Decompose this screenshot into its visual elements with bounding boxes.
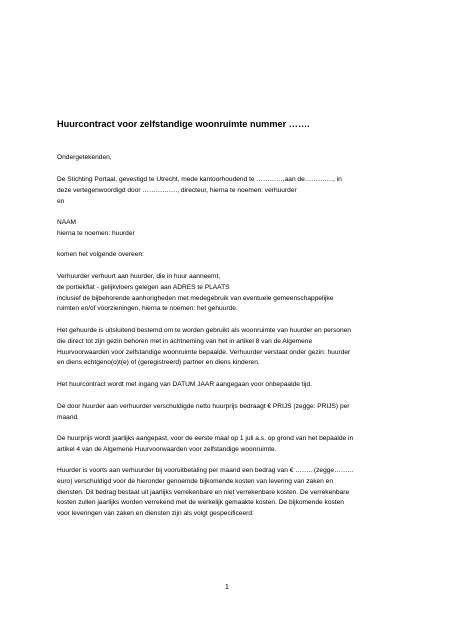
text-line: Het gehuurde is uitsluitend bestemd om te worden gebruikt als woonruimte van huurder en personen [57,327,351,334]
contract-title: Huurcontract voor zelfstandige woonruimte nummer ……. [57,119,310,129]
text-line: Ondergetekenden, [57,154,112,161]
paragraph-overeenkomst [57,250,397,261]
text-line: hierna te noemen: huurder [57,229,135,237]
text-line: De door huurder aan verhuurder verschuldigde netto huurprijs bedraagt € PRIJS (zegge: PRIJS) per [57,403,350,410]
paragraph-huuraanpassing [57,434,397,456]
text-line: voor leveringen van zaken en diensten zijn als volgt gespecificeerd: [57,510,254,518]
paragraph-ondergetekenden [57,153,397,164]
paragraph-voorschot [57,466,397,520]
text-line: Verhuurder verhuurt aan huurder, die in huur aanneemt, [57,273,221,280]
text-line: komen het volgende overeen: [57,251,144,258]
text-line: De huurprijs wordt jaarlijks aangepast, voor de eerste maal op 1 juli a.s. op grond van het bepaalde in [57,435,354,442]
text-line: euro) verschuldigd voor de hieronder genoemde bijkomende kosten van levering van zaken en [57,477,334,485]
paragraph-huurder-intro [57,218,397,240]
text-line: en diens echtgeno(o)t(e) of (geregistreerd) partner en diens kinderen. [57,359,260,367]
paragraph-verhuurder-intro [57,175,397,207]
text-line: inclusief de bijbehorende aanhorigheden met medegebruik van eventuele gemeenschappelijke [57,294,334,302]
text-line: diensten. Dit bedrag bestaat uit jaarlijks verrekenbare en niet verrekenbare kosten. De verrekenbare [57,488,350,496]
text-line: maand. [57,413,79,421]
page-number: 1 [225,584,229,591]
text-line: artikel 4 van de Algemene Huurvoorwaarden voor zelfstandige woonruimte. [57,445,277,453]
text-line: die direct tot zijn gezin behoren met in achtneming van het in artikel 8 van de Algemene [57,337,313,345]
paragraph-verhuur [57,272,397,315]
text-line: Het huurcontract wordt met ingang van DATUM JAAR aangegaan voor onbepaalde tijd. [57,381,312,388]
text-line: Huurder is voorts aan verhuurder bij vooruitbetaling per maand een bedrag van € …….. (zegge……… [57,467,354,474]
text-line: en [57,197,65,205]
text-line: NAAM [57,219,77,226]
paragraph-huurprijs [57,402,397,424]
text-line: ruimten en/of voorzieningen, hierna te noemen: het gehuurde. [57,305,238,313]
text-line: de portiekflat - gelijkvloers gelegen aan ADRES te PLAATS [57,283,230,291]
text-line: kosten zullen jaarlijks worden verrekend met de werkelijk gemaakte kosten. De bijkomende kosten [57,499,344,507]
text-line: De Stichting Portaal, gevestigd te Utrecht, mede kantoorhoudend te …………,aan de…………., in [57,176,342,183]
text-line: Huurvoorwaarden voor zelfstandige woonruimte bepaalde. Verhuurder verstaat onder gezin: huurder [57,348,351,356]
paragraph-ingangsdatum [57,380,397,391]
paragraph-bestemming [57,326,397,369]
text-line: deze vertegenwoordigd door ……………., directeur, hierna te noemen: verhuurder [57,186,297,194]
